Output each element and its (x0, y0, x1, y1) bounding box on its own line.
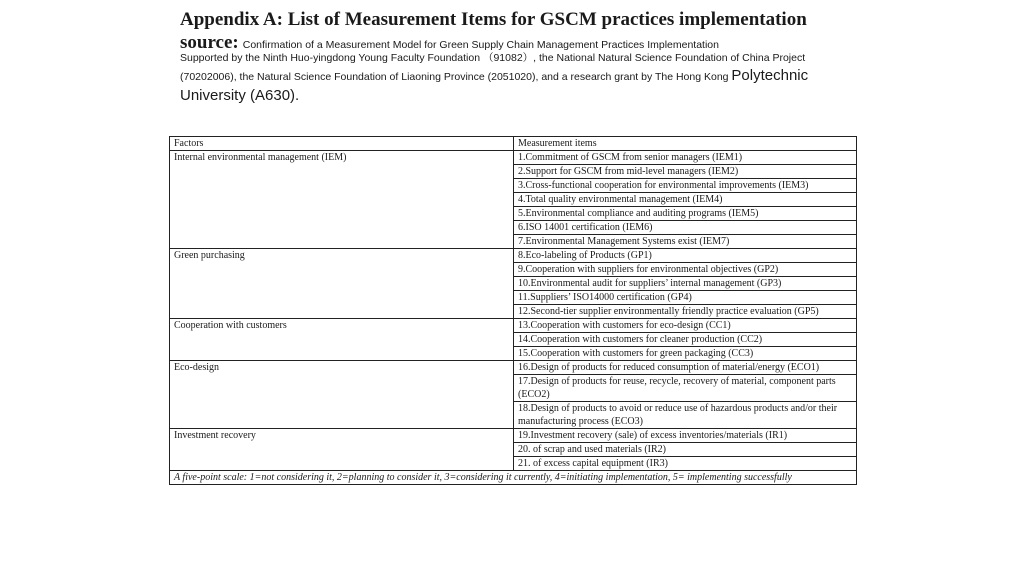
page-title: Appendix A: List of Measurement Items for GSCM practices implementation (180, 9, 807, 30)
measurement-items-table (169, 136, 857, 485)
measurement-item-cell: 2.Support for GSCM from mid-level managers (IEM2) (514, 165, 857, 179)
measurement-item-cell: 11.Suppliers’ ISO14000 certification (GP4) (514, 291, 857, 305)
factor-cell: Cooperation with customers (170, 319, 514, 361)
measurement-item-cell: 13.Cooperation with customers for eco-design (CC1) (514, 319, 857, 333)
header-factors: Factors (170, 137, 514, 151)
measurement-item-cell: 3.Cross-functional cooperation for environmental improvements (IEM3) (514, 179, 857, 193)
measurement-item-cell: 19.Investment recovery (sale) of excess inventories/materials (IR1) (514, 429, 857, 443)
source-label: source: (180, 32, 239, 53)
measurement-item-cell: 7.Environmental Management Systems exist (IEM7) (514, 235, 857, 249)
support-text-university: University (A630). (180, 87, 300, 104)
factor-cell: Eco-design (170, 361, 514, 429)
table-footnote-row (170, 471, 857, 485)
measurement-item-cell: 9.Cooperation with suppliers for environmental objectives (GP2) (514, 263, 857, 277)
support-text-large: Polytechnic (731, 67, 809, 84)
source-text: Confirmation of a Measurement Model for Green Supply Chain Management Practices Implementation (242, 39, 719, 51)
factor-cell: Internal environmental management (IEM) (170, 151, 514, 249)
table-row (170, 249, 857, 263)
measurement-item-cell: 21. of excess capital equipment (IR3) (514, 457, 857, 471)
support-note (180, 50, 840, 106)
table-row (170, 361, 857, 375)
table-row (170, 319, 857, 333)
factor-cell: Green purchasing (170, 249, 514, 319)
table-row (170, 429, 857, 443)
table-row (170, 151, 857, 165)
measurement-item-cell: 20. of scrap and used materials (IR2) (514, 443, 857, 457)
measurement-item-cell: 12.Second-tier supplier environmentally friendly practice evaluation (GP5) (514, 305, 857, 319)
measurement-item-cell: 8.Eco-labeling of Products (GP1) (514, 249, 857, 263)
measurement-item-cell: 6.ISO 14001 certification (IEM6) (514, 221, 857, 235)
measurement-item-cell: 1.Commitment of GSCM from senior managers (IEM1) (514, 151, 857, 165)
scale-footnote: A five-point scale: 1=not considering it, 2=planning to consider it, 3=considering it currently, 4=initiating implementation, 5= implementing successfully (170, 471, 857, 485)
measurement-item-cell: 5.Environmental compliance and auditing programs (IEM5) (514, 207, 857, 221)
measurement-item-cell: 18.Design of products to avoid or reduce use of hazardous products and/or their manufacturing process (ECO3) (514, 402, 857, 429)
measurement-item-cell: 10.Environmental audit for suppliers’ internal management (GP3) (514, 277, 857, 291)
measurement-item-cell: 17.Design of products for reuse, recycle, recovery of material, component parts (ECO2) (514, 375, 857, 402)
measurement-item-cell: 4.Total quality environmental management (IEM4) (514, 193, 857, 207)
measurement-item-cell: 14.Cooperation with customers for cleaner production (CC2) (514, 333, 857, 347)
support-text: Supported by the Ninth Huo-yingdong Young Faculty Foundation （91082）, the National Natural Science Foundation of China Project (70202006), the Natural Science Foundation of Liaoning Province (2051020), and a research grant by The Hong Kong (180, 52, 806, 83)
measurement-item-cell: 15.Cooperation with customers for green packaging (CC3) (514, 347, 857, 361)
table-header-row (170, 137, 857, 151)
measurement-item-cell: 16.Design of products for reduced consumption of material/energy (ECO1) (514, 361, 857, 375)
header-measurement-items: Measurement items (514, 137, 857, 151)
factor-cell: Investment recovery (170, 429, 514, 471)
